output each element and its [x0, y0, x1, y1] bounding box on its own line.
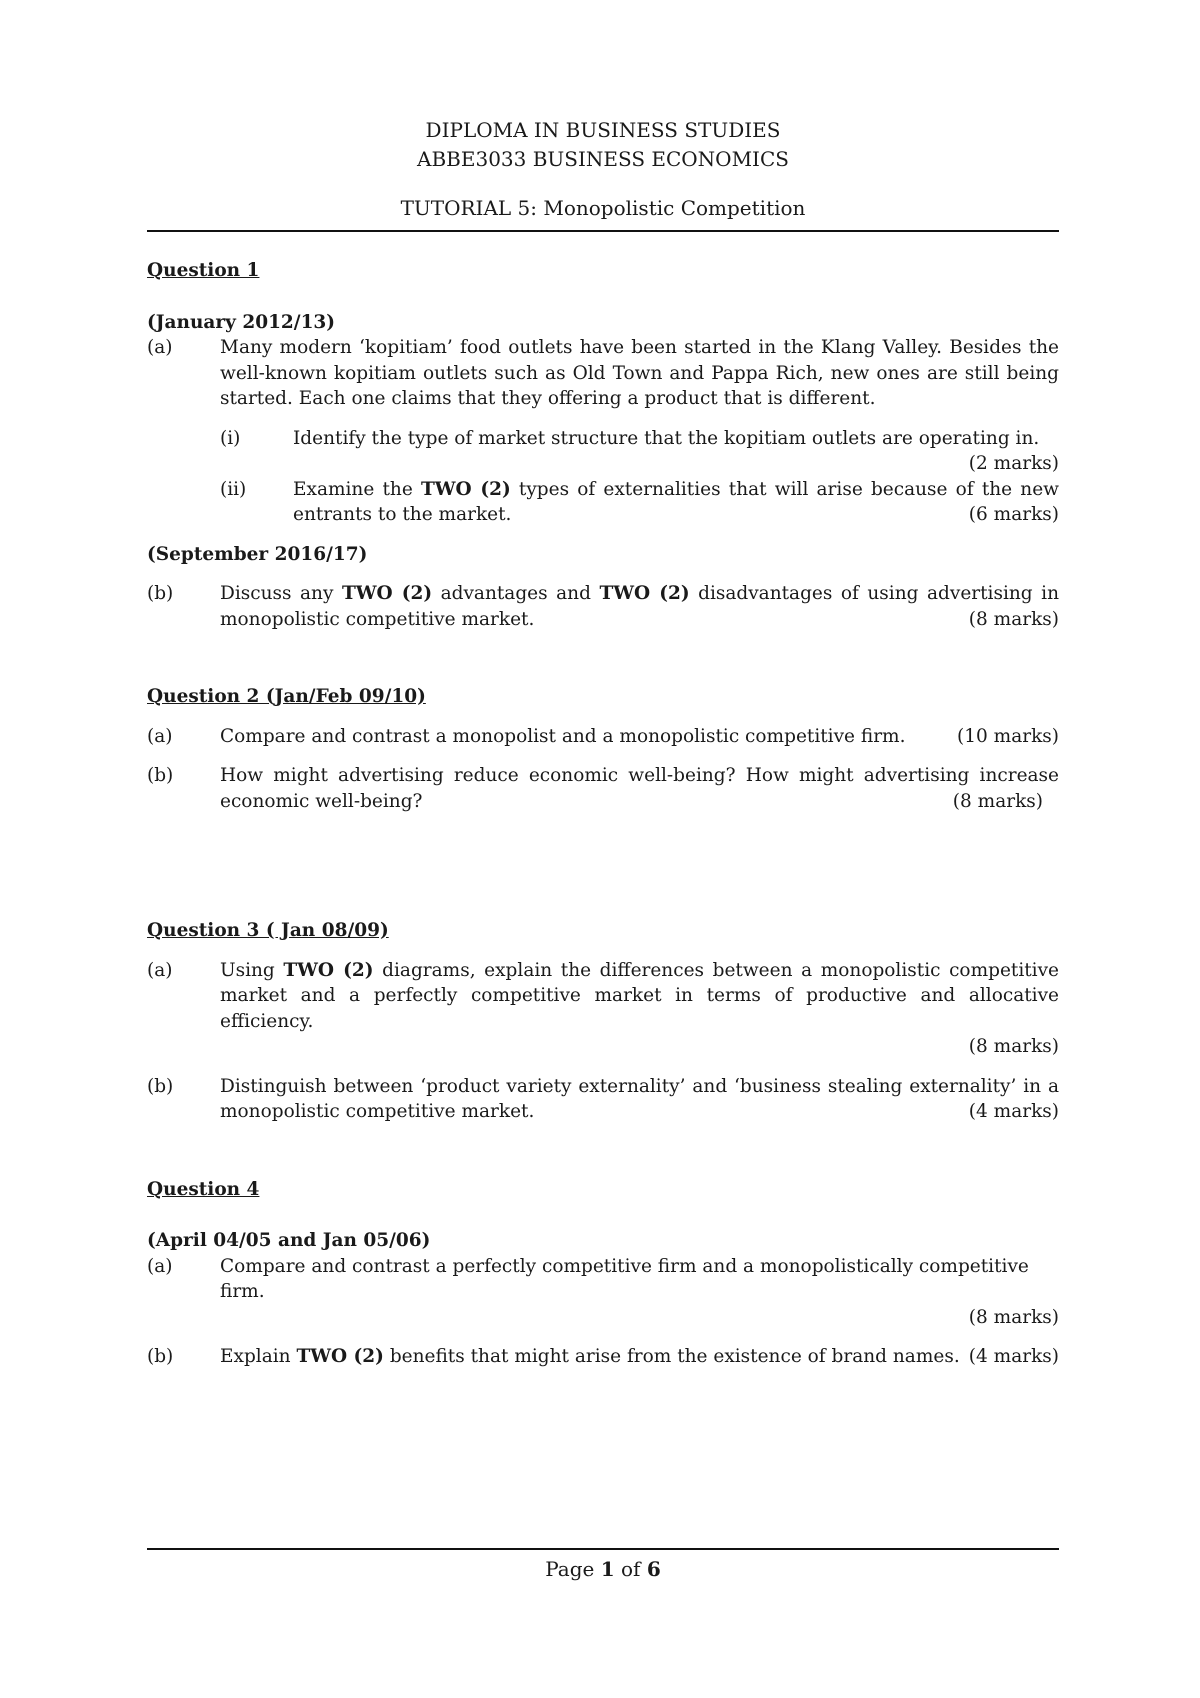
- q4-part-b: [147, 1344, 1059, 1370]
- q2-part-b: [147, 763, 1059, 814]
- q3-b-text: Distinguish between ‘product variety externality’ and ‘business stealing externality’ in a monopolistic competitive market.: [220, 1075, 1059, 1123]
- q3-part-a: [147, 958, 1059, 1060]
- q3-part-b: [147, 1074, 1059, 1125]
- q1-b-bold2: TWO (2): [599, 583, 690, 605]
- document-body: [147, 258, 1059, 1370]
- q1-part-a-ii: [147, 477, 1059, 528]
- q4-b-bold: TWO (2): [296, 1346, 384, 1368]
- header-rule: [147, 230, 1059, 232]
- q4-b-label: (b): [147, 1346, 174, 1368]
- q4-b-marks: (4 marks): [968, 1346, 1059, 1368]
- question-4-heading: Question 4: [147, 1178, 260, 1200]
- page-footer: [147, 1556, 1059, 1584]
- q3-a-label: (a): [147, 959, 173, 981]
- q1-ii-text-post: types of externalities that will arise because of the new entrants to the market.: [293, 478, 1059, 526]
- q1-ii-bold: TWO (2): [420, 478, 511, 500]
- q2-a-marks: (10 marks): [957, 725, 1059, 747]
- document-header: [147, 116, 1059, 223]
- q4-a-label: (a): [147, 1255, 173, 1277]
- footer-page-total: 6: [646, 1557, 661, 1581]
- q4-session: (April 04/05 and Jan 05/06): [147, 1230, 431, 1252]
- footer-page-prefix: Page: [545, 1557, 601, 1581]
- question-2-heading: Question 2 (Jan/Feb 09/10): [147, 686, 426, 708]
- q1-b-pre: Discuss any: [220, 583, 342, 605]
- q1-b-bold1: TWO (2): [341, 583, 433, 605]
- q1-part-a-i: [147, 426, 1059, 477]
- course-title: ABBE3033 BUSINESS ECONOMICS: [417, 147, 789, 171]
- q3-a-bold: TWO (2): [283, 959, 374, 981]
- footer-page-number: 1: [600, 1557, 615, 1581]
- q1-a-label: (a): [147, 337, 173, 359]
- q1-b-marks: (8 marks): [968, 608, 1059, 630]
- q2-a-text: Compare and contrast a monopolist and a monopolistic competitive firm.: [220, 725, 906, 747]
- q3-a-pre: Using: [220, 959, 284, 981]
- q3-b-marks: (4 marks): [968, 1101, 1059, 1123]
- question-3-heading: Question 3 ( Jan 08/09): [147, 920, 389, 942]
- q1-i-marks: (2 marks): [968, 453, 1059, 475]
- q1-ii-label: (ii): [220, 478, 247, 500]
- q4-a-text: Compare and contrast a perfectly competitive firm and a monopolistically competitive firm.: [220, 1255, 1029, 1303]
- q1-part-b: [147, 581, 1059, 632]
- q4-a-marks: (8 marks): [968, 1306, 1059, 1328]
- q4-b-post: benefits that might arise from the existence of brand names.: [383, 1346, 960, 1368]
- footer-rule: [147, 1548, 1059, 1550]
- q3-a-post: diagrams, explain the differences between a monopolistic competitive market and a perfectly competitive market in terms of productive and allocative efficiency.: [220, 959, 1060, 1032]
- q2-b-marks: (8 marks): [952, 790, 1043, 812]
- question-1-heading: Question 1: [147, 260, 260, 281]
- footer-of: of: [614, 1557, 647, 1581]
- q2-a-label: (a): [147, 725, 173, 747]
- q1-ii-marks: (6 marks): [968, 504, 1059, 526]
- tutorial-title: TUTORIAL 5: Monopolistic Competition: [400, 196, 806, 220]
- q2-b-label: (b): [147, 765, 174, 787]
- q1-session-b: (September 2016/17): [147, 543, 368, 565]
- q1-b-mid: advantages and: [432, 583, 600, 605]
- q1-b-post: disadvantages of using advertising in monopolistic competitive market.: [220, 583, 1059, 630]
- q2-b-text: How might advertising reduce economic well-being? How might advertising increase economic well-being?: [220, 765, 1059, 812]
- q1-i-label: (i): [220, 427, 241, 449]
- q1-i-text: Identify the type of market structure that the kopitiam outlets are operating in.: [293, 427, 1040, 449]
- q3-a-marks: (8 marks): [968, 1036, 1059, 1058]
- q1-a-text: Many modern ‘kopitiam’ food outlets have been started in the Klang Valley. Besides the well-known kopitiam outlets such as Old Town and Pappa Rich, new ones are still being started. Each one claims that they offering a product that is different.: [220, 337, 1059, 410]
- q3-b-label: (b): [147, 1075, 174, 1097]
- q1-part-a: [147, 335, 1059, 412]
- q2-part-a: [147, 724, 1059, 750]
- q1-session-a: (January 2012/13): [147, 311, 336, 333]
- q1-ii-text-pre: Examine the: [293, 478, 421, 500]
- q4-b-pre: Explain: [220, 1346, 297, 1368]
- q1-b-label: (b): [147, 583, 174, 605]
- q4-part-a: [147, 1254, 1059, 1331]
- program-title: DIPLOMA IN BUSINESS STUDIES: [425, 118, 781, 142]
